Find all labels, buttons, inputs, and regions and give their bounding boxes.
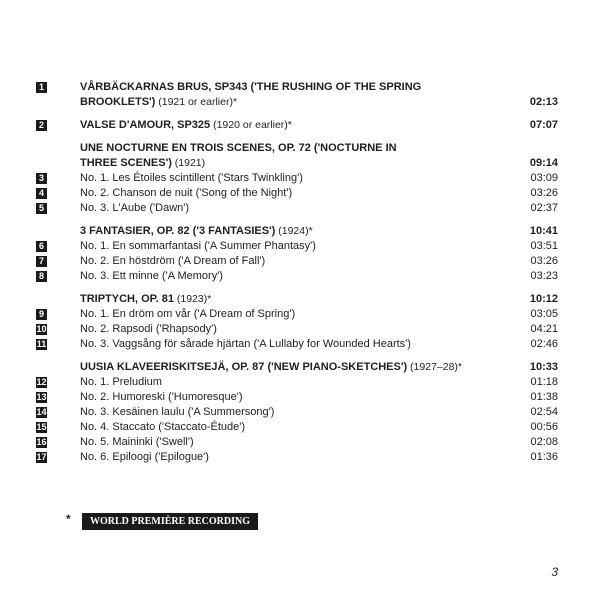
track-number: 10 (36, 324, 47, 334)
track-number: 2 (36, 120, 47, 131)
track-number: 16 (36, 437, 47, 447)
movement-duration: 03:26 (530, 255, 558, 267)
movement-title: No. 4. Staccato ('Staccato-Étude') (80, 421, 245, 433)
work-title (80, 224, 313, 239)
movement-row (36, 201, 558, 216)
work-title-line (36, 360, 558, 375)
work-title-text: VALSE D'AMOUR, SP325 (80, 119, 211, 131)
work-title-text: BROOKLETS') (80, 96, 156, 108)
footnote-asterisk: * (66, 512, 71, 526)
work-title-text: 3 FANTASIER, OP. 82 ('3 FANTASIES') (80, 225, 276, 237)
work-entry (36, 118, 558, 133)
track-number: 7 (36, 256, 47, 267)
track-number: 6 (36, 241, 47, 252)
movement-row (36, 186, 558, 201)
work-duration: 02:13 (529, 96, 558, 108)
movement-row (36, 337, 558, 352)
movement-duration: 02:08 (530, 436, 558, 448)
work-duration: 10:33 (529, 361, 558, 373)
page-number: 3 (551, 565, 558, 579)
work-title-text: UUSIA KLAVEERISKITSEJÄ, OP. 87 ('NEW PIANO-SKETCHES') (80, 361, 408, 373)
movement-duration: 02:46 (530, 338, 558, 350)
work-entry (36, 141, 558, 216)
movement-duration: 03:51 (530, 240, 558, 252)
work-entry (36, 224, 558, 284)
work-title-line (36, 141, 558, 156)
track-number: 12 (36, 377, 47, 387)
world-premiere-badge: WORLD PREMIÈRE RECORDING (82, 513, 258, 530)
movement-title: No. 3. Vaggsång för sårade hjärtan ('A Lullaby for Wounded Hearts') (80, 338, 411, 350)
movement-row (36, 269, 558, 284)
movement-title: No. 6. Epiloogi ('Epilogue') (80, 451, 209, 463)
movement-row (36, 239, 558, 254)
movement-duration: 03:09 (530, 172, 558, 184)
track-number: 8 (36, 271, 47, 282)
movement-row (36, 307, 558, 322)
work-title (80, 360, 462, 375)
movement-duration: 00:56 (530, 421, 558, 433)
movement-duration: 01:38 (530, 391, 558, 403)
movement-title: No. 1. En sommarfantasi ('A Summer Phantasy') (80, 240, 316, 252)
track-number: 5 (36, 203, 47, 214)
work-title-line (36, 156, 558, 171)
track-number: 1 (36, 82, 47, 93)
track-number: 11 (36, 339, 47, 349)
movement-row (36, 254, 558, 269)
movement-duration: 01:36 (530, 451, 558, 463)
work-title (80, 95, 237, 110)
movement-title: No. 3. Ett minne ('A Memory') (80, 270, 223, 282)
movement-duration: 03:26 (530, 187, 558, 199)
work-title-text: UNE NOCTURNE EN TROIS SCENES, OP. 72 ('NOCTURNE IN (80, 142, 397, 154)
movement-row (36, 450, 558, 465)
movement-title: No. 2. Chanson de nuit ('Song of the Night') (80, 187, 293, 199)
movement-title: No. 5. Maininki ('Swell') (80, 436, 194, 448)
movement-row (36, 322, 558, 337)
work-title-line (36, 80, 558, 95)
work-duration: 09:14 (529, 157, 558, 169)
work-title-year: (1927–28)* (407, 361, 463, 373)
track-number: 17 (36, 452, 47, 462)
work-title-text: TRIPTYCH, OP. 81 (80, 293, 174, 305)
work-duration: 10:41 (529, 225, 558, 237)
work-title-line (36, 292, 558, 307)
movement-title: No. 1. Preludium (80, 376, 162, 388)
movement-row (36, 420, 558, 435)
work-title-text: VÅRBÄCKARNAS BRUS, SP343 ('THE RUSHING OF THE SPRING (80, 81, 422, 93)
work-title-line (36, 95, 558, 110)
work-entry (36, 292, 558, 352)
movement-duration: 03:23 (530, 270, 558, 282)
movement-duration: 04:21 (530, 323, 558, 335)
movement-duration: 03:05 (530, 308, 558, 320)
work-title-year: (1923)* (173, 293, 212, 305)
track-number: 13 (36, 392, 47, 402)
work-duration: 10:12 (529, 293, 558, 305)
work-title-year: (1921 or earlier)* (155, 96, 238, 108)
movement-row (36, 435, 558, 450)
track-number: 14 (36, 407, 47, 417)
work-title (80, 141, 397, 156)
work-title-year: (1921) (171, 157, 206, 169)
movement-title: No. 3. Kesäinen laulu ('A Summersong') (80, 406, 275, 418)
track-list (36, 80, 558, 473)
work-title (80, 80, 421, 95)
work-title-line (36, 118, 558, 133)
work-title (80, 118, 292, 133)
work-title-text: THREE SCENES') (80, 157, 172, 169)
movement-title: No. 3. L'Aube ('Dawn') (80, 202, 190, 214)
work-title-line (36, 224, 558, 239)
work-title-year: (1924)* (275, 225, 313, 237)
movement-title: No. 1. Les Étoiles scintillent ('Stars Twinkling') (80, 172, 303, 184)
track-number: 15 (36, 422, 47, 432)
movement-title: No. 1. En dröm om vår ('A Dream of Spring') (80, 308, 296, 320)
movement-title: No. 2. En höstdröm ('A Dream of Fall') (80, 255, 266, 267)
work-entry (36, 80, 558, 110)
movement-title: No. 2. Rapsodi ('Rhapsody') (80, 323, 217, 335)
movement-row (36, 405, 558, 420)
work-entry (36, 360, 558, 465)
track-number: 3 (36, 173, 47, 184)
movement-duration: 02:54 (530, 406, 558, 418)
work-title-year: (1920 or earlier)* (210, 119, 292, 131)
movement-row (36, 171, 558, 186)
movement-duration: 02:37 (530, 202, 558, 214)
movement-title: No. 2. Humoreski ('Humoresque') (80, 391, 243, 403)
work-duration: 07:07 (529, 119, 558, 131)
track-number: 4 (36, 188, 47, 199)
movement-duration: 01:18 (530, 376, 558, 388)
work-title (80, 292, 211, 307)
track-number: 9 (36, 309, 47, 320)
movement-row (36, 390, 558, 405)
movement-row (36, 375, 558, 390)
work-title (80, 156, 205, 171)
